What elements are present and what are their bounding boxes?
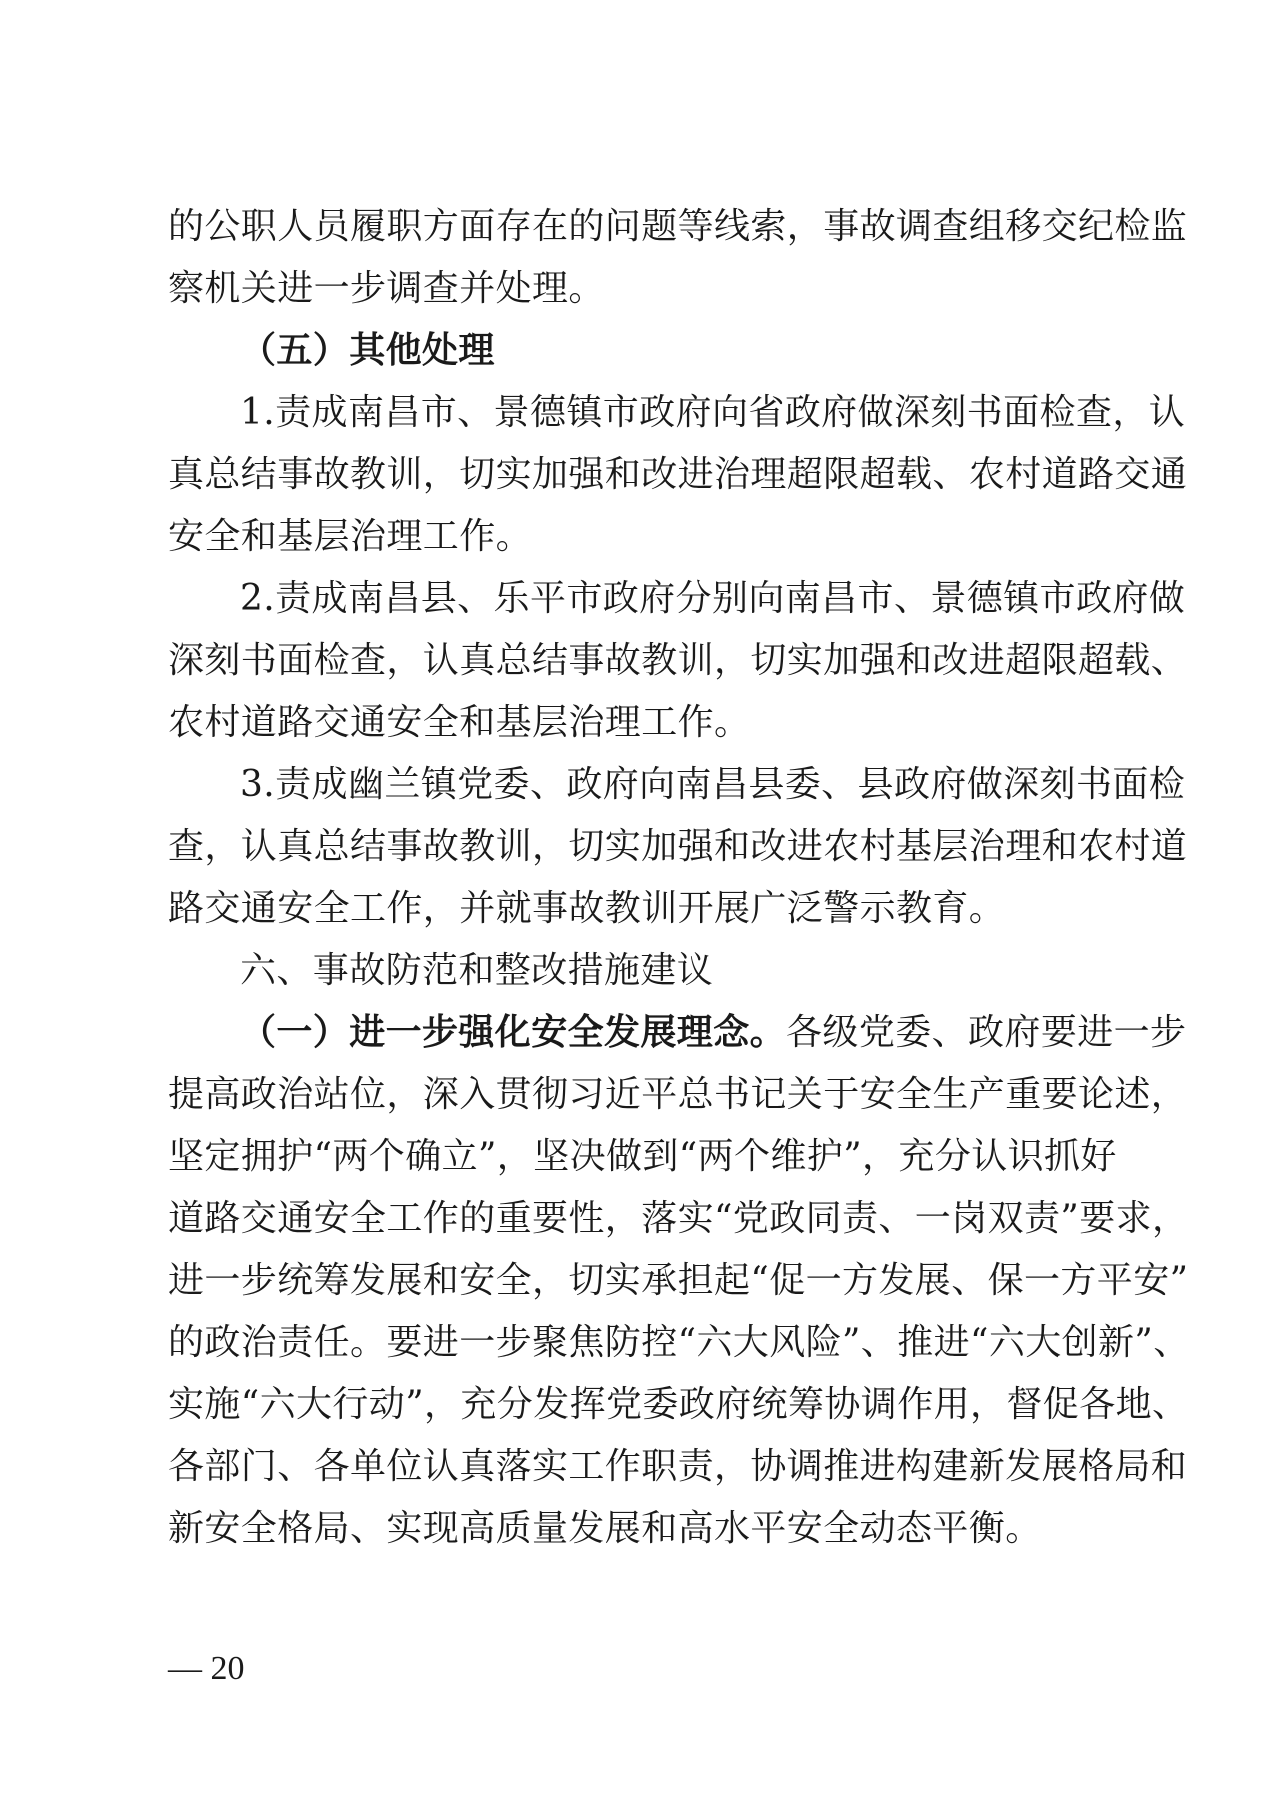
text-line: 路交通安全工作，并就事故教训开展广泛警示教育。	[168, 888, 1006, 929]
subsection-lead: （一）进一步强化安全发展理念。	[240, 1012, 787, 1053]
text-line: 提高政治站位，深入贯彻习近平总书记关于安全生产重要论述，	[168, 1074, 1188, 1115]
text-line	[168, 1002, 1187, 1064]
section-heading-six: 六、事故防范和整改措施建议	[240, 950, 714, 991]
text-line: 安全和基层治理工作。	[168, 516, 533, 557]
text-line: 深刻书面检查，认真总结事故教训，切实加强和改进超限超载、	[168, 640, 1188, 681]
text-line: 查，认真总结事故教训，切实加强和改进农村基层治理和农村道	[168, 826, 1188, 867]
text-line: 农村道路交通安全和基层治理工作。	[168, 702, 751, 743]
text-line: 察机关进一步调查并处理。	[168, 268, 605, 309]
section-heading-five: （五）其他处理	[240, 330, 495, 371]
text-line: 坚定拥护“两个确立”，坚决做到“两个维护”，充分认识抓好	[168, 1136, 1117, 1177]
text-line: 各部门、各单位认真落实工作职责，协调推进构建新发展格局和	[168, 1446, 1188, 1487]
text-line: 新安全格局、实现高质量发展和高水平安全动态平衡。	[168, 1508, 1042, 1549]
text-line: 1.责成南昌市、景德镇市政府向省政府做深刻书面检查，认	[240, 392, 1186, 433]
text-line: 3.责成幽兰镇党委、政府向南昌县委、县政府做深刻书面检	[240, 764, 1186, 805]
text-line: 2.责成南昌县、乐平市政府分别向南昌市、景德镇市政府做	[240, 578, 1186, 619]
text-line: 的公职人员履职方面存在的问题等线索，事故调查组移交纪检监	[168, 206, 1188, 247]
page-number: — 20	[168, 1650, 245, 1687]
document-body	[168, 196, 1190, 1560]
text-line: 实施“六大行动”，充分发挥党委政府统筹协调作用，督促各地、	[168, 1384, 1189, 1425]
text-line: 道路交通安全工作的重要性，落实“党政同责、一岗双责”要求，	[168, 1198, 1189, 1239]
text-line: 的政治责任。要进一步聚焦防控“六大风险”、推进“六大创新”、	[168, 1322, 1190, 1363]
text-span: 各级党委、政府要进一步	[786, 1012, 1187, 1053]
text-line: 进一步统筹发展和安全，切实承担起“促一方发展、保一方平安”	[168, 1260, 1189, 1301]
text-line: 真总结事故教训，切实加强和改进治理超限超载、农村道路交通	[168, 454, 1188, 495]
